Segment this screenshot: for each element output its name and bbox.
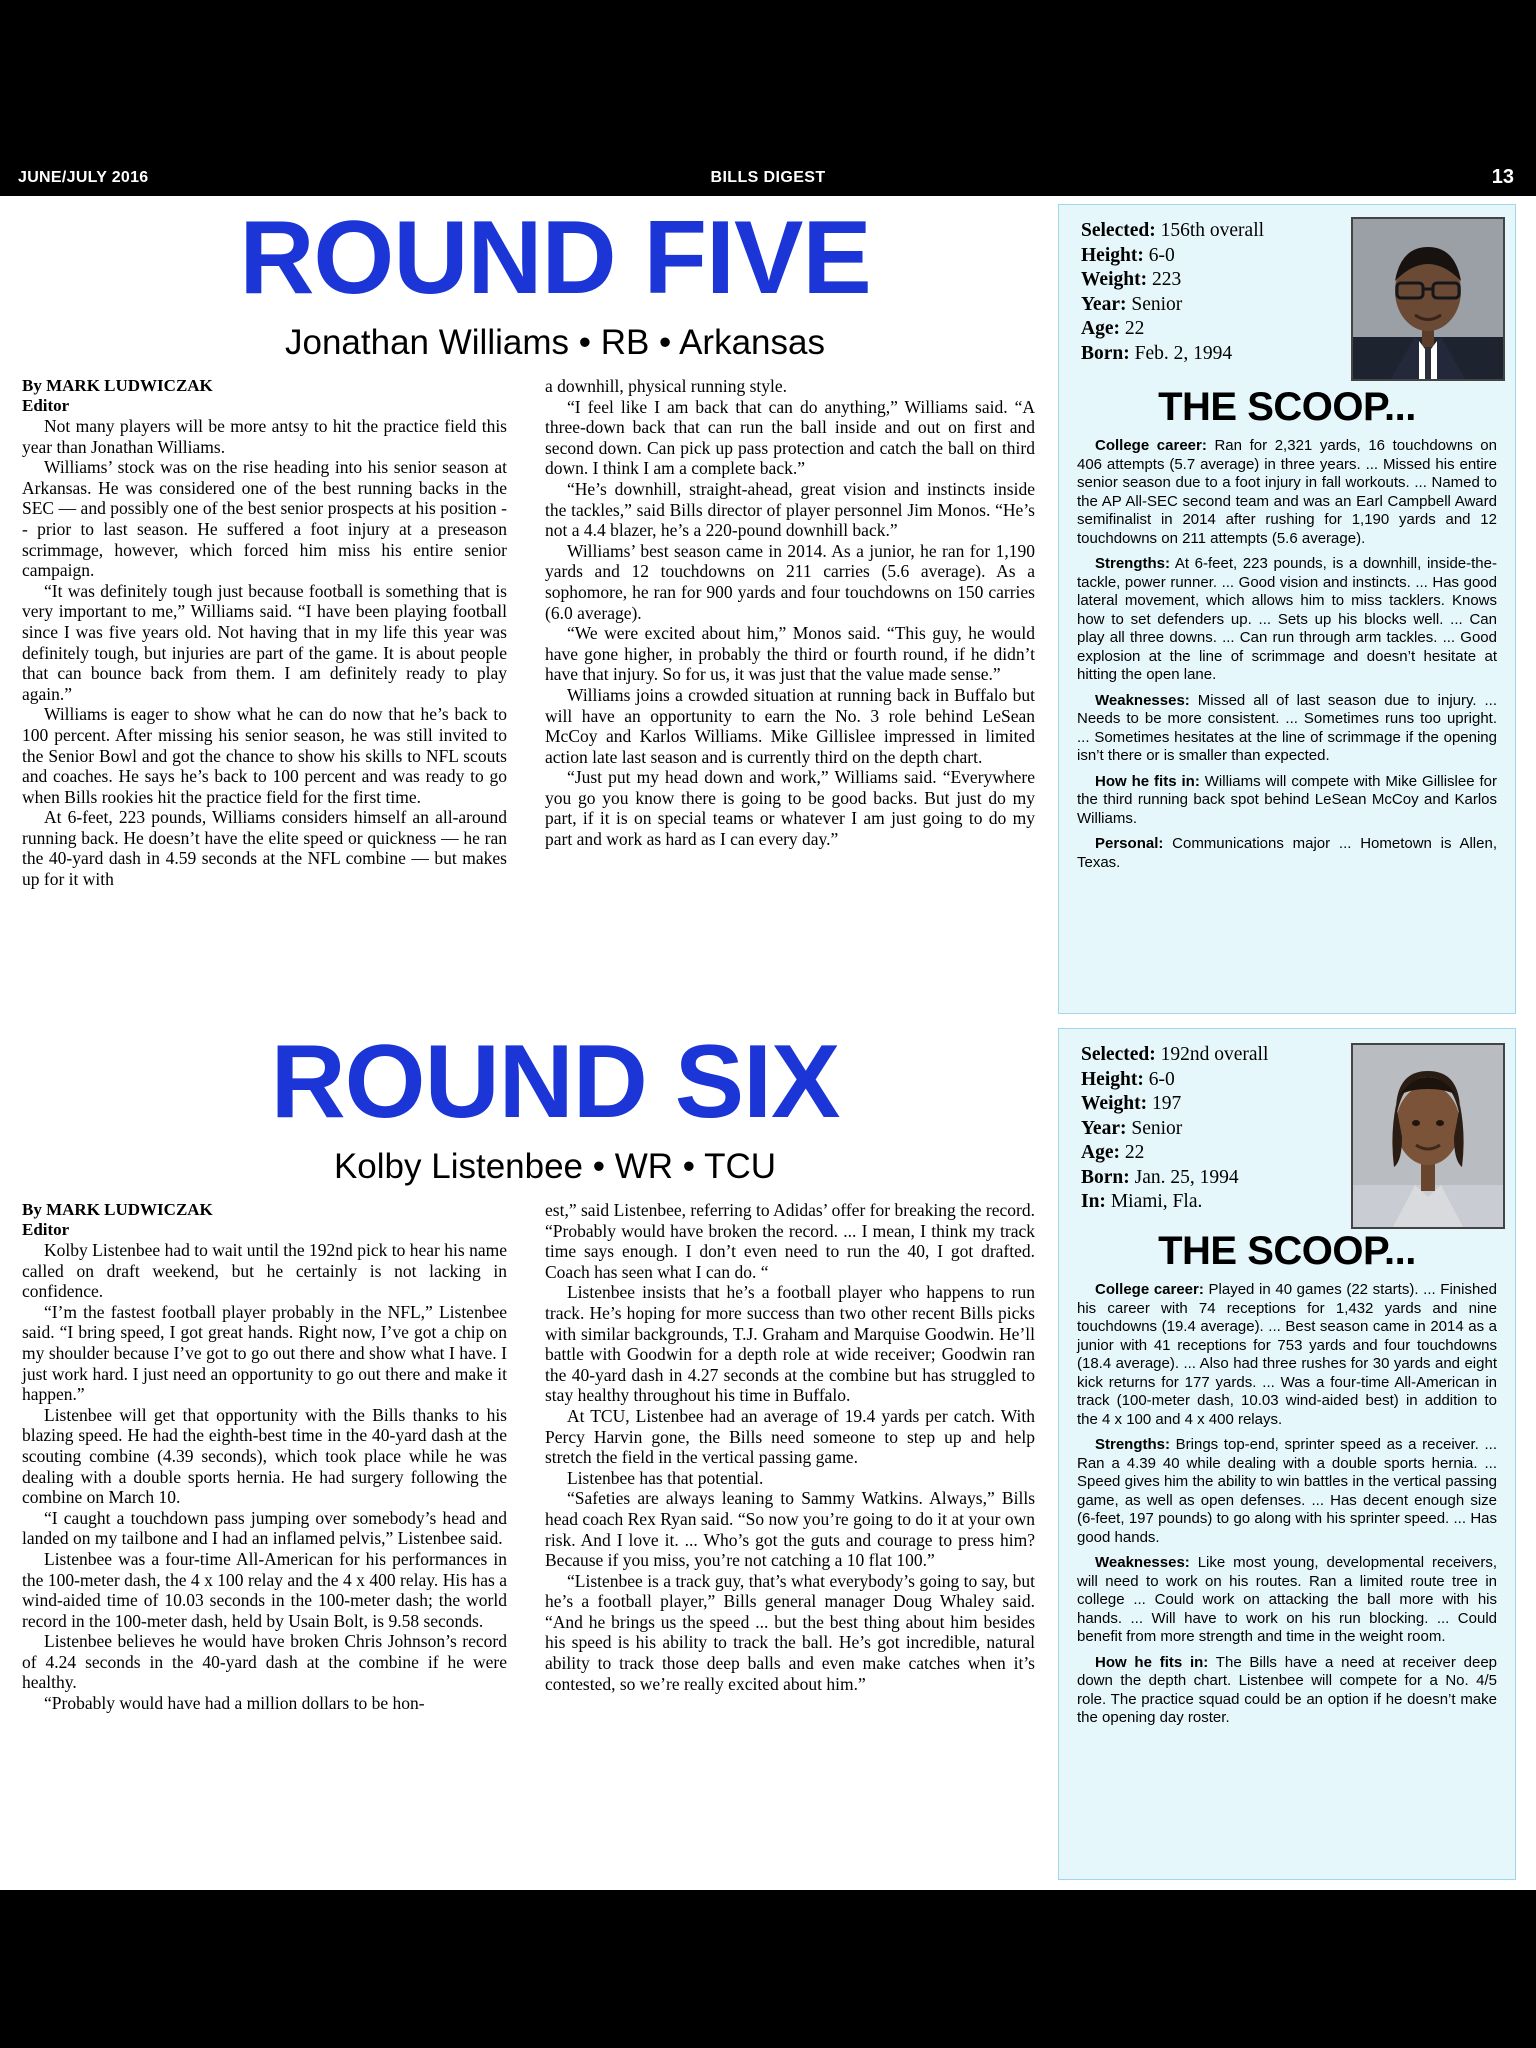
- paragraph: Williams’ best season came in 2014. As a junior, he ran for 1,190 yards and 12 touchdowns on 211 carries (5.6 average). As a sophomore, he ran for 900 yards and four touchdowns on 150 carries (6.0 average).: [545, 540, 1035, 623]
- paragraph: Williams joins a crowded situation at running back in Buffalo but will have an opportunity to earn the No. 3 role behind LeSean McCoy and Karlos Williams. Mike Gillislee impressed in limited action late last season and is currently third on the depth chart.: [545, 684, 1035, 767]
- article-round-six: [0, 1024, 1536, 1890]
- vital-label: Year:: [1081, 1117, 1127, 1139]
- paragraph: a downhill, physical running style.: [545, 376, 788, 396]
- byline-author-2: By MARK LUDWICZAK: [22, 1200, 213, 1219]
- paragraph: “I’m the fastest football player probably in the NFL,” Listenbee said. “I bring speed, I got great hands. Right now, I’ve got a chip on my shoulder because I’ve got to go out there and show what I have. I just work hard. I just need an opportunity to go out there and make it happen.”: [22, 1301, 507, 1405]
- round-six-title: ROUND SIX: [270, 1024, 840, 1140]
- round-five-column-1: [22, 416, 507, 890]
- newspaper-page: [0, 158, 1536, 1890]
- scoop-paragraph: [1077, 692, 1497, 766]
- round-five-column-2: [545, 376, 1035, 850]
- vital-value: 223: [1151, 269, 1182, 290]
- page-masthead: [0, 158, 1536, 196]
- scoop-label: Strengths:: [1095, 1436, 1170, 1453]
- scoop-box-round-six: [1058, 1028, 1516, 1880]
- jonathan-williams-headshot: [1351, 217, 1505, 381]
- round-six-column-1: [22, 1240, 507, 1714]
- vital-label: Weight:: [1081, 1093, 1148, 1114]
- vital-label: In:: [1081, 1191, 1106, 1212]
- vital-value: Jan. 25, 1994: [1134, 1166, 1239, 1188]
- vital-value: 197: [1151, 1093, 1182, 1114]
- paragraph: “I caught a touchdown pass jumping over somebody’s head and landed on my tailbone and I had an inflamed pelvis,” Listenbee said.: [22, 1507, 507, 1549]
- vital-label: Born:: [1081, 342, 1130, 364]
- scoop-label: Weaknesses:: [1095, 691, 1190, 709]
- vital-value: Feb. 2, 1994: [1134, 342, 1233, 364]
- paragraph: “We were excited about him,” Monos said. “This guy, he would have gone higher, in probably the third or fourth round, if he didn’t have that injury. So for us, it was just that the value made sense.”: [545, 623, 1035, 685]
- scoop-text: Williams will compete with Mike Gillislee for the third running back spot behind LeSean McCoy and Karlos Williams.: [1077, 772, 1497, 827]
- vital-value: 156th overall: [1160, 220, 1265, 241]
- vital-label: Height:: [1081, 1068, 1144, 1090]
- paragraph: At TCU, Listenbee had an average of 19.4 yards per catch. With Percy Harvin gone, the Bills need someone to step up and help stretch the field in the vertical passing game.: [545, 1405, 1035, 1468]
- vital-label: Year:: [1081, 293, 1127, 315]
- scoop-paragraph: [1077, 1554, 1497, 1647]
- round-five-player-line: Jonathan Williams • RB • Arkansas: [285, 323, 825, 362]
- byline-role-2: Editor: [22, 1220, 70, 1239]
- scoop-text: Communications major ... Hometown is Allen, Texas.: [1077, 835, 1497, 871]
- scoop-label: Strengths:: [1095, 555, 1170, 572]
- scoop-body-1: [1077, 437, 1497, 879]
- scoop-label: Weaknesses:: [1095, 1554, 1190, 1571]
- headshot-illustration: [1353, 219, 1503, 379]
- paragraph: “He’s downhill, straight-ahead, great vision and instincts inside the tackles,” said Bills director of player personnel Jim Monos. “He’s not a 4.4 blazer, he’s a 220-pound downhill back.”: [545, 478, 1035, 541]
- vital-label: Age:: [1081, 1142, 1120, 1163]
- paragraph: “I feel like I am back that can do anything,” Williams said. “A three-down back that can run the ball inside and out on first and second down. Can pick up pass protection and catch the ball on third down. I think I am a complete back.”: [545, 396, 1035, 479]
- paragraph: “Listenbee is a track guy, that’s what everybody’s going to say, but he’s a football player,” Bills general manager Doug Whaley said. “And he brings us the speed ... but the best thing about him besides his speed is his ability to track the ball. He’s got incredible, natural ability to track those deep balls and even make catches when it’s contested, so we’re really excited about him.”: [545, 1570, 1035, 1694]
- vitals-list-2: [1081, 1043, 1268, 1215]
- paragraph: Williams’ stock was on the rise heading into his senior season at Arkansas. He was considered one of the best running backs in the SEC — and possibly one of the best senior prospects at his position -- prior to last season. He suffered a foot injury at a preseason scrimmage, however, which forced him miss his entire senior campaign.: [22, 457, 507, 581]
- byline-role-1: Editor: [22, 396, 70, 415]
- scoop-paragraph: [1077, 1281, 1497, 1429]
- paragraph: Listenbee believes he would have broken Chris Johnson’s record of 4.24 seconds in the 40-yard dash at the combine if he were healthy.: [22, 1631, 507, 1693]
- article-round-five: [0, 196, 1536, 1006]
- scoop-text: Brings top-end, sprinter speed as a receiver. ... Ran a 4.39 40 while dealing with a double sports hernia. ... Speed gives him the ability to win battles in the vertical passing game, as well as open defenses. ... Has decent enough size (6-feet, 197 pounds) to go along with his sprinter speed. ... Has good hands.: [1077, 1436, 1497, 1546]
- paragraph: Not many players will be more antsy to hit the practice field this year than Jonathan Williams.: [22, 416, 507, 457]
- paragraph: “It was definitely tough just because football is something that is very important to me,” Williams said. “I have been playing football since I was five years old. Not having that in my life this year was definitely tough, but injuries are part of the game. It is about people that can bounce back from them. I am definitely ready to play again.”: [22, 580, 507, 704]
- vital-value: 6-0: [1148, 1068, 1175, 1090]
- scoop-text: The Bills have a need at receiver deep down the depth chart. Listenbee will compete for a No. 4/5 role. The practice squad could be an option if he doesn’t make the opening day roster.: [1077, 1653, 1498, 1726]
- scoop-label: College career:: [1095, 437, 1207, 454]
- paragraph: est,” said Listenbee, referring to Adidas’ offer for breaking the record. “Probably would have broken the record. ... I mean, I think my track time says enough. I don’t even need to run the 40, I got drafted. Coach has seen what I can do. “: [545, 1200, 1035, 1282]
- paragraph: Listenbee insists that he’s a football player who happens to run track. He’s hoping for more success than two other recent Bills picks with similar backgrounds, T.J. Graham and Marquise Goodwin. He’ll battle with Goodwin for a depth role at wide receiver; Goodwin ran the 40-yard dash in 4.27 seconds at the combine but has struggled to stay healthy throughout his time in Buffalo.: [545, 1282, 1035, 1406]
- round-six-column-2: [545, 1200, 1035, 1694]
- publication-title: BILLS DIGEST: [710, 169, 826, 186]
- issue-date: JUNE/JULY 2016: [18, 169, 149, 186]
- vital-value: 22: [1124, 318, 1145, 339]
- scoop-paragraph: [1077, 1654, 1497, 1728]
- paragraph: Kolby Listenbee had to wait until the 192nd pick to hear his name called on draft weekend, but he certainly is not lacking in confidence.: [22, 1240, 507, 1302]
- scoop-text: Played in 40 games (22 starts). ... Finished his career with 74 receptions for 1,432 yards and nine touchdowns (19.4 average). ... Best season came in 2014 as a junior with 41 receptions for 753 yards and four touchdowns (18.4 average). ... Also had three rushes for 30 yards and eight kick returns for 177 yards. ... Was a four-time All-American in track (100-meter dash, 10.03 wind-aided best) in addition to the 4 x 100 and 4 x 400 relays.: [1077, 1281, 1497, 1428]
- scoop-paragraph: [1077, 555, 1497, 685]
- headshot-illustration: [1353, 1045, 1503, 1227]
- paragraph: “Just put my head down and work,” Williams said. “Everywhere you go you know there is going to be good backs. But just do my part, if it is on special teams or whatever I am just going to do my part and work as hard as I can every day.”: [545, 767, 1035, 850]
- scoop-box-round-five: [1058, 204, 1516, 1014]
- scoop-paragraph: [1077, 773, 1497, 829]
- scoop-label: College career:: [1095, 1281, 1204, 1298]
- scoop-text: Ran for 2,321 yards, 16 touchdowns on 406 attempts (5.7 average) in three years. ... Missed his entire senior season due to a foot injury in fall workouts. ... Named to the AP All-SEC second team and was an Earl Campbell Award semifinalist in 2014 after rushing for 1,190 yards and 12 touchdowns on 211 attempts (5.6 average).: [1077, 437, 1497, 547]
- vital-value: Senior: [1131, 293, 1183, 315]
- scoop-text: Like most young, developmental receivers, will need to work on his routes. Ran a limited route tree in college ... Could work on attacking the ball more with his hands. ... Will have to work on his run blocking. ... Could benefit from more strength and time in the weight room.: [1077, 1554, 1497, 1645]
- round-six-player-line: Kolby Listenbee • WR • TCU: [333, 1147, 777, 1186]
- scoop-heading-2: THE SCOOP...: [1158, 1229, 1416, 1273]
- paragraph: At 6-feet, 223 pounds, Williams considers himself an all-around running back. He doesn’t have the elite speed or quickness — he ran the 40-yard dash in 4.59 seconds at the NFL combine — but makes up for it with: [22, 807, 507, 890]
- scoop-paragraph: [1077, 437, 1497, 548]
- vital-value: 6-0: [1148, 244, 1175, 266]
- scoop-label: How he fits in:: [1095, 772, 1200, 790]
- paragraph: Listenbee will get that opportunity with the Bills thanks to his blazing speed. He had the eighth-best time in the 40-yard dash at the scouting combine (4.39 seconds), which took place while he was dealing with a double sports hernia. He had surgery following the combine on March 10.: [22, 1404, 507, 1508]
- scoop-heading-1: THE SCOOP...: [1158, 385, 1416, 429]
- scoop-paragraph: [1077, 1436, 1497, 1547]
- paragraph: Listenbee was a four-time All-American for his performances in the 100-meter dash, the 4 x 100 relay and the 4 x 400 relay. His has a wind-aided time of 10.03 seconds in the 100-meter dash; the world record in the 100-meter dash, held by Usain Bolt, is 9.58 seconds.: [22, 1548, 507, 1631]
- vital-value: 192nd overall: [1160, 1044, 1269, 1065]
- paragraph: “Safeties are always leaning to Sammy Watkins. Always,” Bills head coach Rex Ryan said. “So now you’re going to do it at your own risk. And I love it. ... Who’s got the guts and courage to press him? Because if you miss, you’re not catching a 10 flat 100.”: [545, 1488, 1035, 1571]
- vital-value: 22: [1124, 1142, 1145, 1163]
- scoop-label: How he fits in:: [1095, 1653, 1209, 1671]
- byline-author-1: By MARK LUDWICZAK: [22, 376, 213, 395]
- vital-label: Height:: [1081, 244, 1144, 266]
- vital-label: Age:: [1081, 318, 1120, 339]
- vital-label: Selected:: [1081, 220, 1156, 241]
- paragraph: Williams is eager to show what he can do now that he’s back to 100 percent. After missing his senior season, he was still invited to the Senior Bowl and got the chance to show his skills to NFL scouts and coaches. He says he’s back to 100 percent and was ready to go when Bills rookies hit the practice field for the first time.: [22, 704, 507, 807]
- vital-value: Senior: [1131, 1117, 1183, 1139]
- vital-label: Weight:: [1081, 269, 1148, 290]
- paragraph: Listenbee has that potential.: [567, 1467, 764, 1488]
- scoop-text: Missed all of last season due to injury. ... Needs to be more consistent. ... Sometimes runs too upright. ... Sometimes hesitates at the line of scrimmage if the opening isn’t there or is smaller than expected.: [1077, 691, 1497, 764]
- kolby-listenbee-headshot: [1351, 1043, 1505, 1229]
- paragraph: “Probably would have had a million dollars to be hon-: [44, 1693, 425, 1714]
- round-five-title: ROUND FIVE: [239, 200, 871, 316]
- scoop-paragraph: [1077, 835, 1497, 872]
- scoop-body-2: [1077, 1281, 1497, 1735]
- vitals-list-1: [1081, 219, 1264, 366]
- vital-value: Miami, Fla.: [1110, 1191, 1203, 1212]
- scoop-label: Personal:: [1095, 835, 1164, 852]
- vital-label: Selected:: [1081, 1044, 1156, 1065]
- page-number: 13: [1491, 166, 1514, 188]
- scoop-text: At 6-feet, 223 pounds, is a downhill, inside-the-tackle, power runner. ... Good vision and instincts. ... Has good lateral movement, which allows him to miss tacklers. Knows how to set defenders up. ... Sets up his blocks well. ... Can play all three downs. ... Can run through arm tackles. ... Good explosion at the line of scrimmage and doesn’t hesitate at hitting the open lane.: [1077, 555, 1497, 683]
- vital-label: Born:: [1081, 1166, 1130, 1188]
